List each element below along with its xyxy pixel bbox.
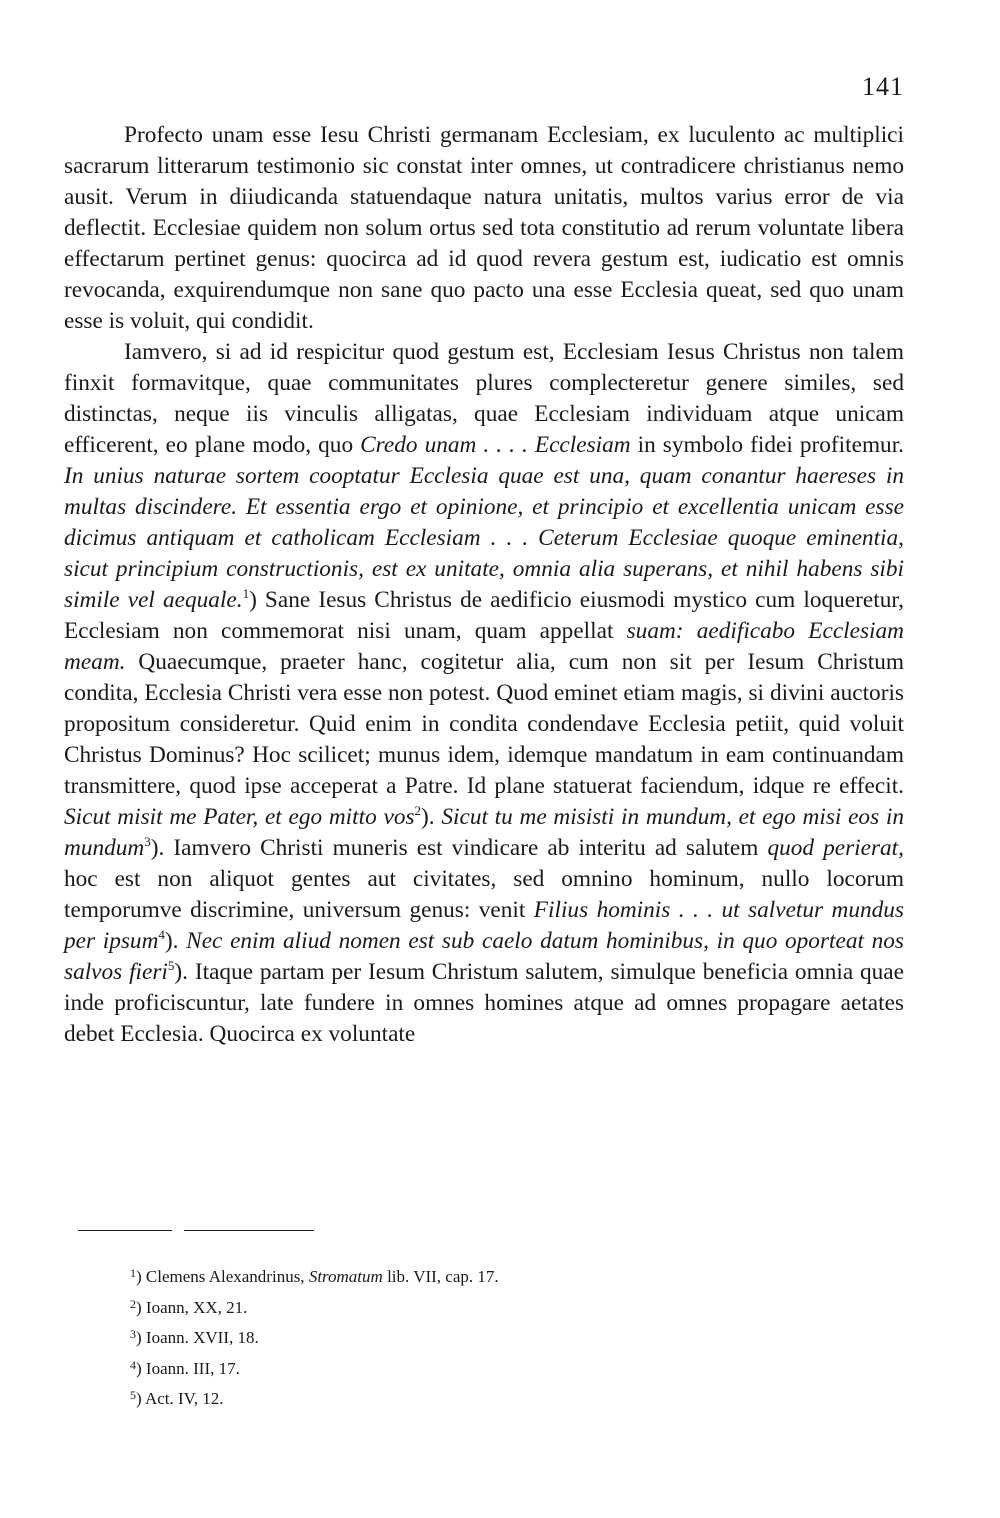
footnote-text: ) Act. IV, 12. bbox=[136, 1389, 224, 1408]
footnotes bbox=[130, 1260, 499, 1413]
italic-run: Credo unam . . . . Ecclesiam bbox=[360, 432, 631, 458]
footnote-ref-3: 3 bbox=[144, 834, 151, 849]
footnote-divider bbox=[184, 1230, 314, 1231]
text-run: Quaecumque, praeter hanc, cogitetur alia, cum non sit per Iesum Christum condita, Ecclesia Christi vera esse non potest. Quod eminet etiam magis, si divini auctoris propositum consideretur. Quid enim in condita condendave Ecclesia petiit, quid voluit Christus Dominus? Hoc scilicet; munus idem, idemque mandatum in eam continuandam transmittere, quod ipse acceperat a Patre. Id plane statuerat faciendum, idque re effecit. bbox=[64, 649, 904, 799]
text-run: ). Iamvero Christi muneris est vindicare ab interitu ad salutem bbox=[150, 835, 768, 861]
footnote-ref-4: 4 bbox=[158, 927, 165, 942]
footnote-text: ) Ioann, XX, 21. bbox=[136, 1297, 248, 1317]
text-run: in symbolo fidei profitemur. bbox=[630, 432, 905, 458]
footnote-3 bbox=[130, 1321, 499, 1352]
footnote-mark: 1 bbox=[130, 1266, 136, 1280]
footnote-ref-2: 2 bbox=[414, 803, 422, 818]
footnote-ref-5: 5 bbox=[167, 958, 175, 973]
text-run: ). bbox=[164, 928, 187, 954]
footnote-ref-1: 1 bbox=[242, 586, 250, 601]
page-number: 141 bbox=[862, 72, 904, 101]
footnote-4 bbox=[130, 1352, 499, 1383]
footnote-text: ) Ioann. III, 17. bbox=[136, 1358, 240, 1378]
footnote-text: ) Clemens Alexandrinus, bbox=[136, 1267, 309, 1286]
italic-quote-john-17: Sicut tu me misisti in mundum, et ego misi eos in mundum bbox=[64, 804, 904, 861]
text-run: ). bbox=[421, 804, 442, 830]
paragraph-2 bbox=[64, 337, 904, 1050]
text-run: ) Sane Iesus Christus de aedificio eiusmodi mystico cum loqueretur, Ecclesiam non commemorat nisi unam, quam appellat bbox=[64, 587, 904, 644]
footnote-5 bbox=[130, 1382, 499, 1413]
text-run: ). Itaque partam per Iesum Christum salutem, simulque beneficia omnia quae inde proficiscuntur, late fundere in omnes homines atque ad omnes propagare aetates debet Ecclesia. Quocirca ex voluntate bbox=[64, 959, 904, 1047]
footnote-text: ) Ioann. XVII, 18. bbox=[136, 1328, 259, 1347]
italic-run: suam: aedificabo Ecclesiam meam. bbox=[64, 618, 904, 675]
footnote-1 bbox=[130, 1260, 499, 1291]
footnote-mark: 3 bbox=[130, 1327, 136, 1341]
footnote-text: lib. VII, cap. 17. bbox=[382, 1267, 499, 1286]
body-text bbox=[64, 120, 904, 1050]
italic-quote-john-3: Filius hominis . . . ut salvetur mundus per ipsum bbox=[64, 897, 905, 954]
footnote-2 bbox=[130, 1291, 499, 1322]
paragraph-1: Profecto unam esse Iesu Christi germanam Ecclesiam, ex luculento ac multiplici sacrarum litterarum testimonio sic constat inter omnes, ut contradicere christianus nemo ausit. Verum in diiudicanda statuendaque natura unitatis, multos varius error de via deflectit. Ecclesiae quidem non solum ortus sed tota constitutio ad rerum voluntate libera effectarum pertinet genus: quocirca ad id quod revera gestum est, iudicatio est omnis revocanda, exquirendumque non sane quo pacto una esse Ecclesia queat, sed quo unam esse is voluit, qui condidit. bbox=[64, 122, 904, 334]
footnote-divider bbox=[78, 1230, 172, 1231]
text-run: hoc est non aliquot gentes aut civitates, sed omnino hominum, nullo locorum temporumve discrimine, universum genus: venit bbox=[64, 866, 904, 923]
footnote-mark: 4 bbox=[130, 1357, 136, 1372]
footnote-mark: 5 bbox=[130, 1388, 136, 1402]
italic-quote-acts: Nec enim aliud nomen est sub caelo datum hominibus, in quo oporteat nos salvos fieri bbox=[64, 928, 904, 985]
italic-quote-john-20: Sicut misit me Pater, et ego mitto vos bbox=[64, 804, 415, 830]
footnote-italic: Stromatum bbox=[308, 1267, 383, 1286]
italic-run: quod perierat, bbox=[767, 835, 904, 861]
text-run: Iamvero, si ad id respicitur quod gestum est, Ecclesiam Iesus Christus non talem finxit formavitque, quae communitates plures complecteretur genere similes, sed distinctas, neque iis vinculis alligatas, quae Ecclesiam individuam atque unicam efficerent, eo plane modo, quo bbox=[64, 339, 904, 458]
italic-quote-clemens: In unius naturae sortem cooptatur Ecclesia quae est una, quam conantur haereses in multas discindere. Et essentia ergo et opinione, et principio et excellentia unicam esse dicimus antiquam et catholicam Ecclesiam . . . Ceterum Ecclesiae quoque eminentia, sicut principium constructionis, est ex unitate, omnia alia superans, et nihil habens sibi simile vel aequale. bbox=[64, 463, 904, 613]
footnote-mark: 2 bbox=[130, 1296, 136, 1311]
